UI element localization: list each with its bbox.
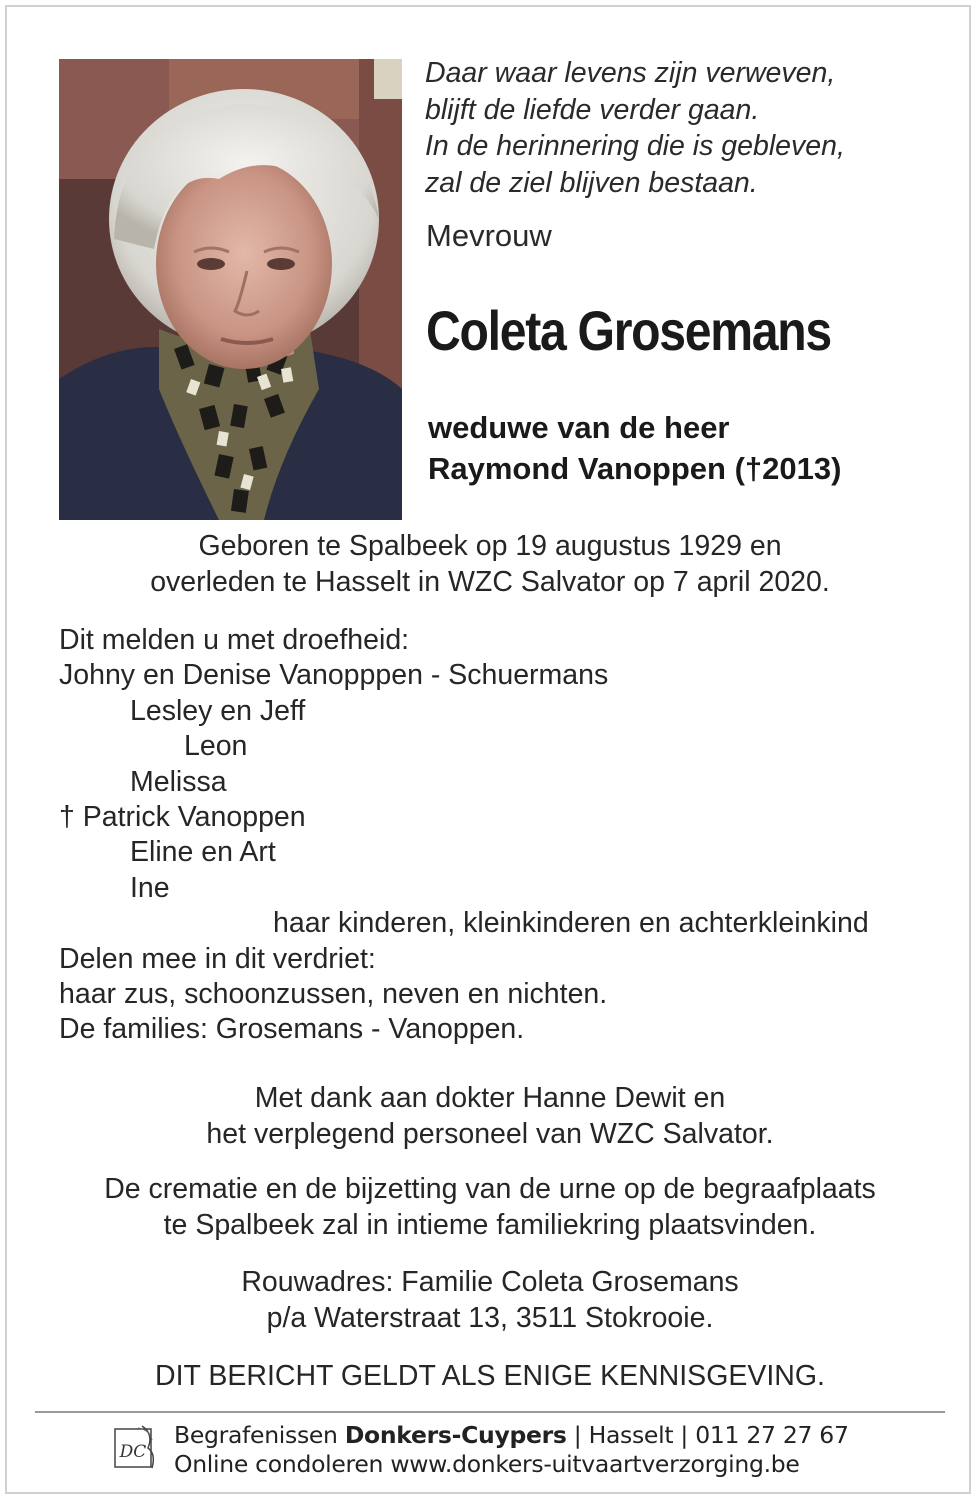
svg-text:DC: DC [119,1442,147,1462]
thanks-line: Met dank aan dokter Hanne Dewit en [254,1082,726,1114]
funeral-home-city: Hasselt [588,1421,674,1449]
family-member: Ine [130,871,170,904]
family-member: Lesley en Jeff [130,694,306,727]
address-line: Rouwadres: Familie Coleta Grosemans [241,1266,739,1298]
cremation-line: De crematie en de bijzetting van de urne op de begraafplaats [104,1173,876,1205]
website-link[interactable]: www.donkers-uitvaartverzorging.be [390,1449,800,1478]
mourning-address [0,1265,980,1336]
share-line: De families: Grosemans - Vanoppen. [59,1013,525,1046]
thanks-line: het verplegend personeel van WZC Salvator. [206,1117,774,1150]
family-member: Melissa [130,765,227,798]
family-summary: haar kinderen, kleinkinderen en achterkleinkind [273,907,869,940]
memorial-poem [425,55,845,201]
thanks-note [0,1081,980,1152]
honorific: Mevrouw [426,218,552,253]
poem-line: Daar waar levens zijn verweven, [425,57,836,89]
funeral-home-phone[interactable]: 011 27 27 67 [695,1421,849,1449]
family-member: † Patrick Vanoppen [59,801,306,834]
spouse-name: Raymond Vanoppen (†2013) [428,451,842,486]
footer-prefix: Begrafenissen [174,1421,345,1449]
death-line: overleden te Hasselt in WZC Salvator op 7 april 2020. [150,565,830,598]
family-member: Johny en Denise Vanopppen - Schuermans [59,659,609,692]
notice-text: DIT BERICHT GELDT ALS ENIGE KENNISGEVING. [155,1360,825,1392]
deceased-name: Coleta Grosemans [426,299,831,362]
funeral-home-name: Donkers-Cuypers [344,1421,567,1449]
poem-line: zal de ziel blijven bestaan. [425,166,758,199]
cremation-line: te Spalbeek zal in intieme familiekring plaatsvinden. [163,1208,817,1241]
poem-line: In de herinnering die is gebleven, [425,130,845,162]
share-line: haar zus, schoonzussen, neven en nichten. [59,978,608,1011]
address-line: p/a Waterstraat 13, 3511 Stokrooie. [266,1301,714,1334]
widow-line: weduwe van de heer [428,410,730,445]
notice [0,1359,980,1395]
family-intro: Dit melden u met droefheid: [59,624,410,656]
family-member: Leon [184,730,248,763]
footer-divider [35,1411,945,1413]
funeral-home-footer: Begrafenissen Donkers-Cuypers | Hasselt | 011 27 27 67 Online condoleren www.donkers-uitvaartverzorging.be [174,1421,849,1478]
family-member: Eline en Art [130,836,276,869]
funeral-home-logo [112,1424,158,1472]
share-intro: Delen mee in dit verdriet: [59,942,376,975]
online-condolence-label: Online condoleren [174,1449,391,1478]
widow-info [428,407,841,489]
birth-death-dates [0,529,980,600]
family-list [59,623,869,1048]
poem-line: blijft de liefde verder gaan. [425,93,760,126]
cremation-note [0,1172,980,1243]
portrait-photo [59,59,402,520]
birth-line: Geboren te Spalbeek op 19 augustus 1929 en [198,530,782,562]
